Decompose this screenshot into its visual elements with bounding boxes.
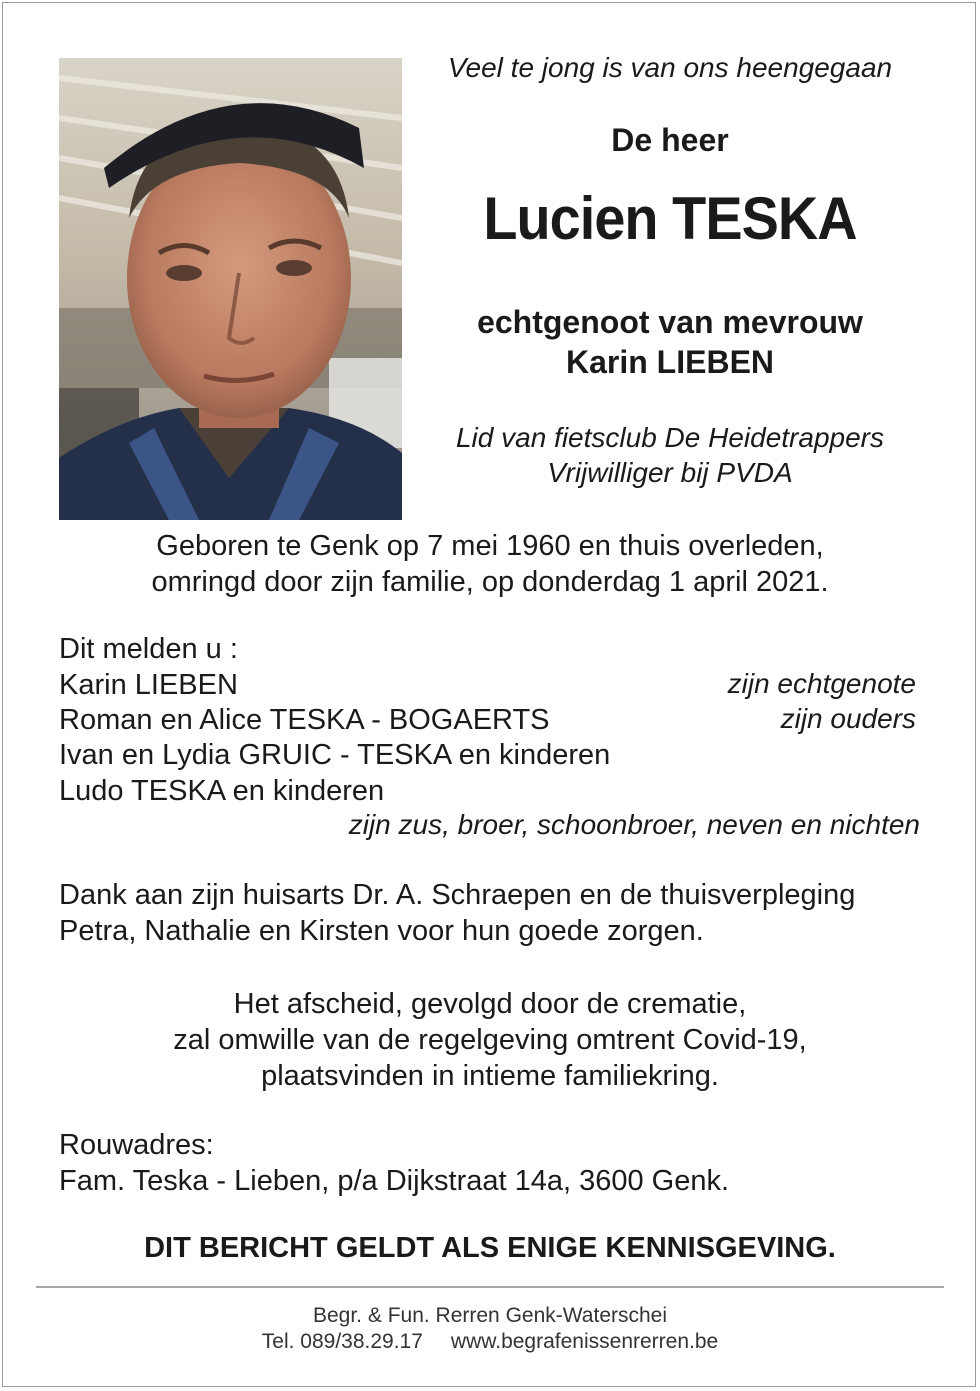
club-line-1: Lid van fietsclub De Heidetrappers bbox=[455, 422, 884, 453]
farewell-line-1: Het afscheid, gevolgd door de crematie, bbox=[233, 988, 747, 1020]
footer-divider bbox=[36, 1286, 944, 1288]
club-line-2: Vrijwilliger bij PVDA bbox=[547, 457, 793, 488]
intro-line: Veel te jong is van ons heengegaan bbox=[447, 52, 893, 83]
farewell-block bbox=[0, 986, 980, 1094]
farewell-line-3: plaatsvinden in intieme familiekring. bbox=[261, 1060, 719, 1092]
undertaker-website: www.begrafenissenrerren.be bbox=[450, 1330, 719, 1353]
family-member-relation: zijn ouders bbox=[780, 703, 916, 734]
address-value: Fam. Teska - Lieben, p/a Dijkstraat 14a, 3600 Genk. bbox=[59, 1165, 730, 1197]
birth-line-1: Geboren te Genk op 7 mei 1960 en thuis overleden, bbox=[156, 530, 824, 562]
thanks-line-2: Petra, Nathalie en Kirsten voor hun goede zorgen. bbox=[59, 915, 704, 947]
honorific-title: De heer bbox=[611, 122, 729, 158]
birth-death-block bbox=[0, 528, 980, 600]
spouse-block bbox=[410, 302, 930, 382]
undertaker-name: Begr. & Fun. Rerren Genk-Waterschei bbox=[312, 1304, 668, 1327]
birth-line-2: omringd door zijn familie, op donderdag 1 april 2021. bbox=[151, 566, 829, 598]
family-member-name: Karin LIEBEN bbox=[59, 669, 238, 701]
family-member-name: Roman en Alice TESKA - BOGAERTS bbox=[59, 704, 550, 736]
sole-notice: DIT BERICHT GELDT ALS ENIGE KENNISGEVING. bbox=[144, 1232, 836, 1264]
family-member-relation: zijn echtgenote bbox=[727, 668, 916, 699]
portrait-photo bbox=[59, 58, 402, 520]
memberships-block bbox=[410, 420, 930, 490]
spouse-line-2: Karin LIEBEN bbox=[565, 344, 775, 380]
spouse-line-1: echtgenoot van mevrouw bbox=[477, 304, 863, 340]
family-group-relation: zijn zus, broer, schoonbroer, neven en nichten bbox=[348, 809, 920, 840]
undertaker-contact bbox=[0, 1330, 980, 1354]
thanks-line-1: Dank aan zijn huisarts Dr. A. Schraepen en de thuisverpleging bbox=[59, 879, 856, 911]
deceased-name: Lucien TESKA bbox=[483, 185, 857, 252]
undertaker-phone: Tel. 089/38.29.17 bbox=[261, 1330, 423, 1353]
address-label: Rouwadres: bbox=[59, 1129, 214, 1161]
family-intro: Dit melden u : bbox=[59, 633, 238, 665]
family-member-name: Ivan en Lydia GRUIC - TESKA en kinderen bbox=[59, 739, 611, 771]
family-member-name: Ludo TESKA en kinderen bbox=[59, 775, 385, 807]
farewell-line-2: zal omwille van de regelgeving omtrent Covid-19, bbox=[173, 1024, 807, 1056]
